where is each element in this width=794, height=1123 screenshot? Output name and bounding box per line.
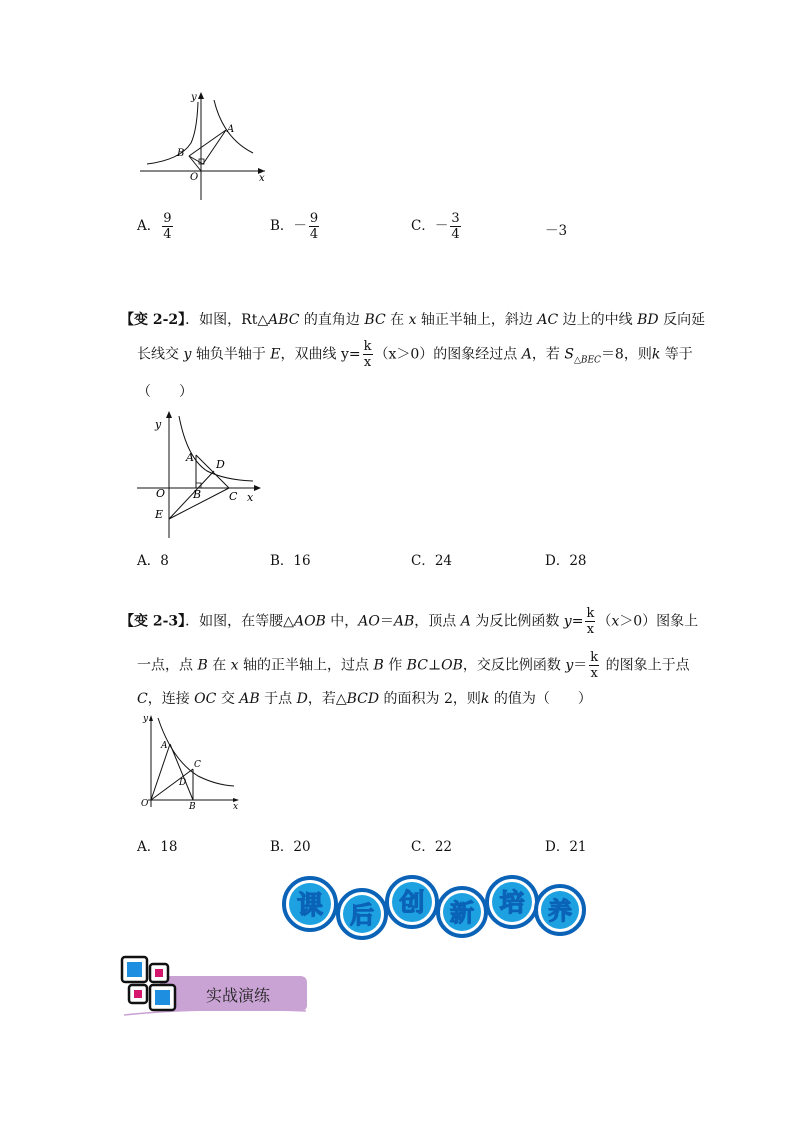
section-header	[120, 955, 310, 1017]
section-title: 实战演练	[206, 986, 271, 1005]
banner-bubble-2	[338, 890, 386, 938]
q3-line-3: C，连接 OC 交 AB 于点 D，若△BCD 的面积为 2，则k 的值为（ ）	[137, 691, 592, 707]
q1-label-x: x	[259, 173, 265, 184]
q2-line-1: 【变 2-2】．如图，Rt△ABC 的直角边 BC 在 x 轴正半轴上，斜边 AC 边上的中线 BD 反向延	[120, 312, 706, 328]
q2-tag: 【变 2-2】	[120, 312, 186, 328]
q2-label-y: y	[155, 418, 162, 431]
svg-text:创: 创	[399, 888, 425, 917]
q1-label-y: y	[191, 92, 197, 103]
svg-text:养: 养	[548, 897, 572, 925]
q1-option-d: －3	[545, 223, 568, 239]
q2-label-e: E	[155, 508, 164, 521]
q3-tag: 【变 2-3】	[120, 613, 186, 630]
q2-label-a: A	[186, 451, 194, 464]
q3-label-c: C	[194, 760, 201, 770]
q2-line-3: （ ）	[137, 384, 193, 400]
q2-figure	[135, 408, 270, 543]
section-squares-icon	[120, 955, 180, 1015]
q3-option-a: A．18	[137, 839, 178, 855]
q2-label-b: B	[193, 488, 202, 501]
q3-option-b: B．20	[270, 839, 311, 855]
q3-line-1: 【变 2-3】．如图，在等腰△AOB 中，AO＝AB，顶点 A 为反比例函数 y= $\frac{k}{x}$ （x＞0）图象上	[120, 606, 699, 637]
q2-label-c: C	[229, 490, 238, 503]
q1-label-o: O	[190, 172, 199, 183]
q1-label-b: B	[177, 148, 185, 159]
q3-line-2: 一点，点 B 在 x 轴的正半轴上，过点 B 作 BC⊥OB，交反比例函数 y＝ $\frac{k}{x}$ 的图象上于点	[137, 650, 690, 681]
q2-line-2: 长线交 y 轴负半轴于 E，双曲线 y= $\frac{k}{x}$ （x＞0）的图象经过点 A，若 $S_{\triangle BEC}=8$，则k 等于	[137, 339, 693, 370]
q2-option-a: A．8	[137, 553, 169, 569]
q2-label-o: O	[156, 487, 166, 500]
after-class-innovation-banner	[278, 868, 590, 946]
svg-text:后: 后	[350, 901, 374, 929]
q1-label-a: A	[227, 124, 235, 135]
q3-label-a: A	[161, 741, 168, 751]
banner-bubble-6	[536, 886, 584, 934]
svg-text:新: 新	[450, 899, 474, 927]
q3-label-d: D	[179, 778, 187, 788]
q1-option-b: B．－ $\frac{9}{4}$	[270, 211, 319, 242]
banner-bubble-3	[387, 877, 437, 927]
q3-option-c: C．22	[411, 839, 453, 855]
banner-bubble-1	[284, 878, 336, 930]
q2-option-d: D．28	[545, 553, 587, 569]
q2-label-x: x	[247, 491, 254, 504]
q3-label-b: B	[189, 802, 196, 812]
q1-option-a: A． $\frac{9}{4}$	[137, 211, 172, 242]
q3-option-d: D．21	[545, 839, 587, 855]
q2-label-d: D	[216, 458, 225, 471]
q1-option-c: C．－ $\frac{3}{4}$	[411, 211, 460, 242]
banner-bubble-5	[487, 877, 537, 927]
q3-label-o: O	[141, 799, 149, 809]
q2-option-c: C．24	[411, 553, 453, 569]
q3-label-x: x	[233, 802, 239, 812]
banner-bubble-4	[438, 888, 486, 936]
q2-option-b: B．16	[270, 553, 311, 569]
q3-figure	[138, 712, 248, 812]
q3-label-y: y	[143, 714, 149, 724]
q1-figure	[135, 88, 275, 203]
svg-text:培: 培	[499, 888, 525, 917]
svg-text:课: 课	[296, 891, 324, 921]
